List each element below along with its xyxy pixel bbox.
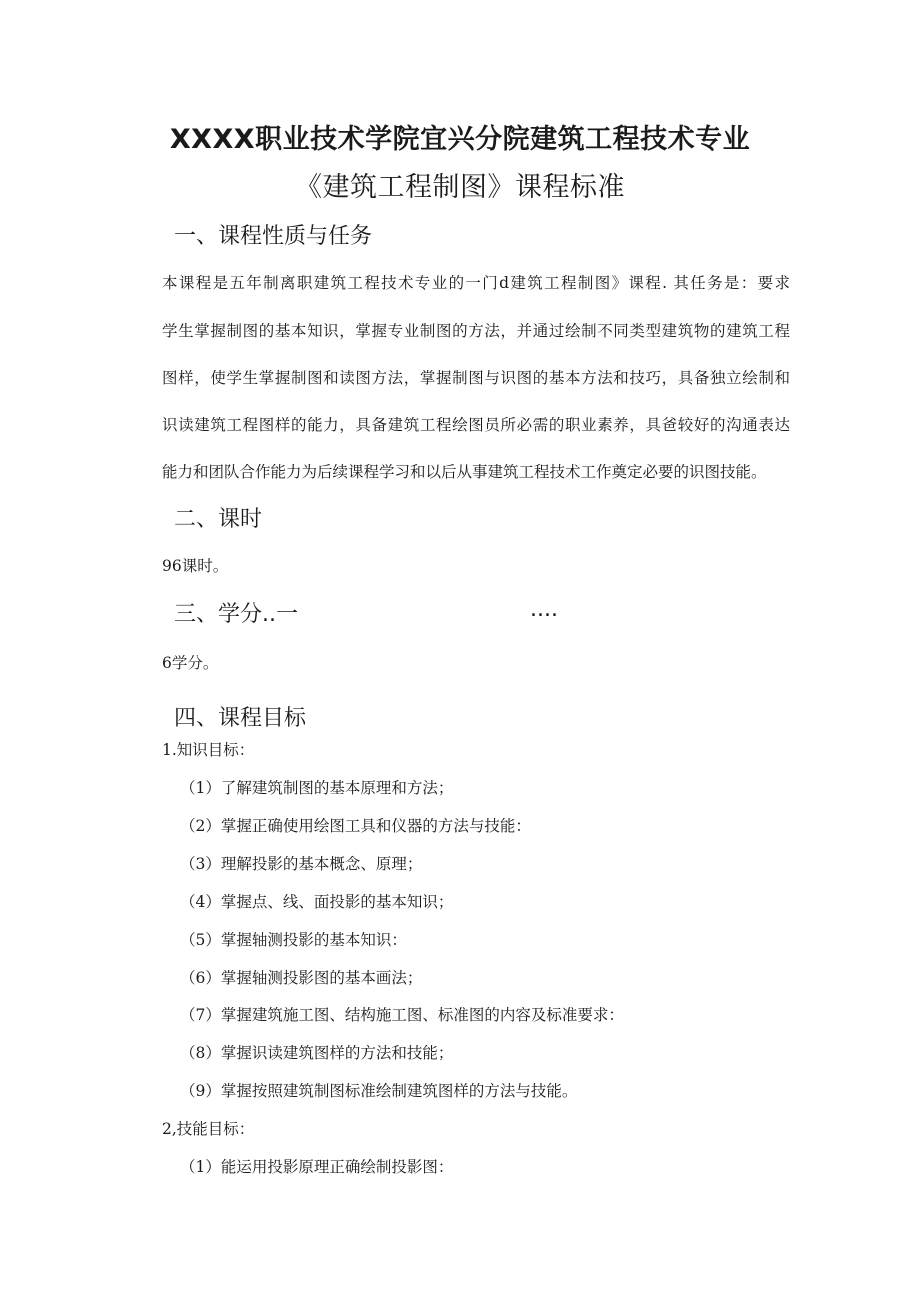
document-title-line1: XXXX职业技术学院宜兴分院建筑工程技术专业 [169, 124, 751, 155]
knowledge-item: （6）掌握轴测投影图的基本画法； [180, 969, 423, 987]
paragraph-line: 本课程是五年制离职建筑工程技术专业的一门d建筑工程制图》课程. 其任务是：要求 [162, 274, 790, 292]
knowledge-item: （2）掌握正确使用绘图工具和仪器的方法与技能： [180, 817, 531, 835]
section-heading-hours: 二、课时 [174, 507, 263, 532]
knowledge-objectives-heading: 1.知识目标： [162, 741, 255, 759]
credits-trailing-dots: .... [530, 597, 558, 622]
paragraph-line: 识读建筑工程图样的能力，具备建筑工程绘图员所必需的职业素养，具爸较好的沟通表达 [162, 416, 790, 434]
credits-value: 6学分。 [162, 654, 219, 672]
section-heading-credits: 三、学分..一 [174, 602, 298, 627]
paragraph-line: 图样，使学生掌握制图和读图方法，掌握制图与识图的基本方法和技巧，具备独立绘制和 [162, 369, 790, 387]
paragraph-line: 能力和团队合作能力为后续课程学习和以后从事建筑工程技术工作奠定必要的识图技能。 [162, 463, 767, 481]
knowledge-item: （4）掌握点、线、面投影的基本知识； [180, 893, 454, 911]
knowledge-item: （8）掌握识读建筑图样的方法和技能； [180, 1044, 454, 1062]
knowledge-item: （7）掌握建筑施工图、结构施工图、标准图的内容及标准要求： [180, 1006, 624, 1024]
skill-objectives-heading: 2,技能目标： [162, 1120, 255, 1138]
knowledge-item: （3）理解投影的基本概念、原理； [180, 855, 423, 873]
section-heading-objectives: 四、课程目标 [174, 706, 307, 731]
knowledge-item: （5）掌握轴测投影的基本知识： [180, 931, 407, 949]
section-heading-nature-and-tasks: 一、课程性质与任务 [174, 224, 373, 249]
knowledge-item: （9）掌握按照建筑制图标准绘制建筑图样的方法与技能。 [180, 1082, 578, 1100]
skill-item: （1）能运用投影原理正确绘制投影图： [180, 1158, 454, 1176]
paragraph-line: 学生掌握制图的基本知识，掌握专业制图的方法，并通过绘制不同类型建筑物的建筑工程 [162, 322, 790, 340]
knowledge-item: （1）了解建筑制图的基本原理和方法； [180, 779, 454, 797]
hours-value: 96课时。 [162, 557, 229, 575]
document-title-line2: 《建筑工程制图》课程标准 [295, 172, 625, 203]
